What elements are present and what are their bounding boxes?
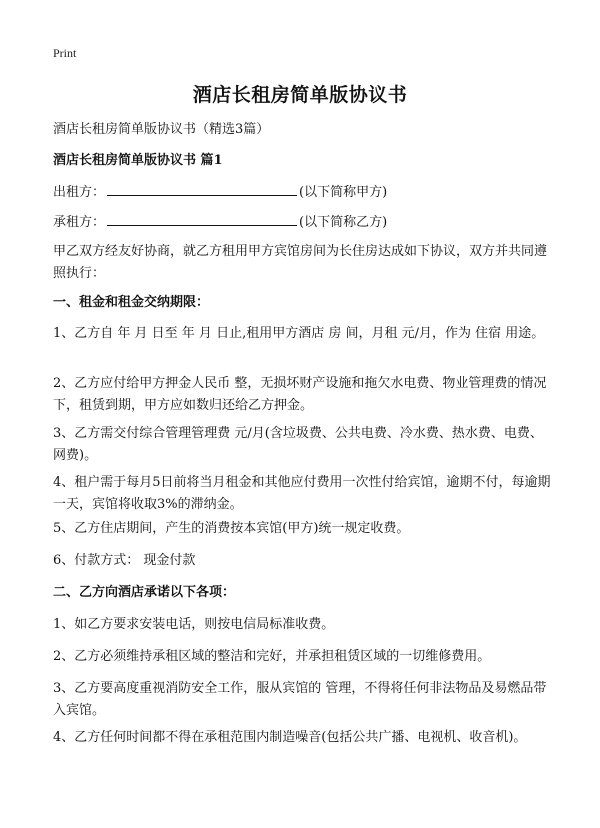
part1-heading: 一、租金和租金交纳期限： bbox=[53, 295, 210, 310]
part2-item: 2、乙方必须维持承租区域的整洁和完好，并承担租赁区域的一切维修费用。 bbox=[53, 649, 491, 664]
print-link[interactable]: Print bbox=[53, 46, 77, 60]
part2-heading: 二、乙方向酒店承诺以下各项： bbox=[53, 585, 236, 600]
part1-item: 1、乙方自 年 月 日至 年 月 日止,租用甲方酒店 房 间，月租 元/月，作为 住宿 用途。 bbox=[53, 326, 545, 341]
part2-item: 4、乙方任何时间都不得在承租范围内制造噪音(包括公共广播、电视机、收音机)。 bbox=[53, 730, 527, 745]
document-subtitle: 酒店长租房简单版协议书（精选3篇） bbox=[53, 122, 270, 137]
lessor-note: (以下简称甲方) bbox=[299, 185, 388, 200]
document-title: 酒店长租房简单版协议书 bbox=[192, 84, 408, 106]
part1-item: 2、乙方应付给甲方押金人民币 整，无损坏财产设施和拖欠水电费、物业管理费的情况下，租赁到期，甲方应如数归还给乙方押金。 bbox=[53, 376, 547, 413]
lessor-label: 出租方： bbox=[53, 185, 106, 200]
lessee-note: (以下简称乙方) bbox=[299, 215, 388, 230]
lessee-line bbox=[53, 211, 553, 234]
part1-item: 6、付款方式： 现金付款 bbox=[53, 553, 196, 568]
lessee-blank bbox=[107, 211, 297, 226]
lessor-line bbox=[53, 181, 553, 204]
intro-paragraph: 甲乙双方经友好协商，就乙方租用甲方宾馆房间为长住房达成如下协议，双方并共同遵照执行： bbox=[53, 244, 548, 281]
section-heading: 酒店长租房简单版协议书 篇1 bbox=[53, 153, 223, 168]
part1-item: 4、租户需于每月5日前将当月租金和其他应付费用一次性付给宾馆，逾期不付，每逾期一天，宾馆将收取3%的滞纳金。 bbox=[53, 475, 551, 512]
part2-item: 1、如乙方要求安装电话，则按电信局标准收费。 bbox=[53, 617, 335, 632]
part1-item: 5、乙方住店期间，产生的消费按本宾馆(甲方)统一规定收费。 bbox=[53, 521, 410, 536]
lessee-label: 承租方： bbox=[53, 215, 106, 230]
part1-item: 3、乙方需交付综合管理管理费 元/月(含垃圾费、公共电费、冷水费、热水费、电费、网费)。 bbox=[53, 426, 543, 463]
lessor-blank bbox=[107, 181, 297, 196]
part2-item: 3、乙方要高度重视消防安全工作，服从宾馆的 管理，不得将任何非法物品及易燃品带入宾馆。 bbox=[53, 681, 547, 718]
